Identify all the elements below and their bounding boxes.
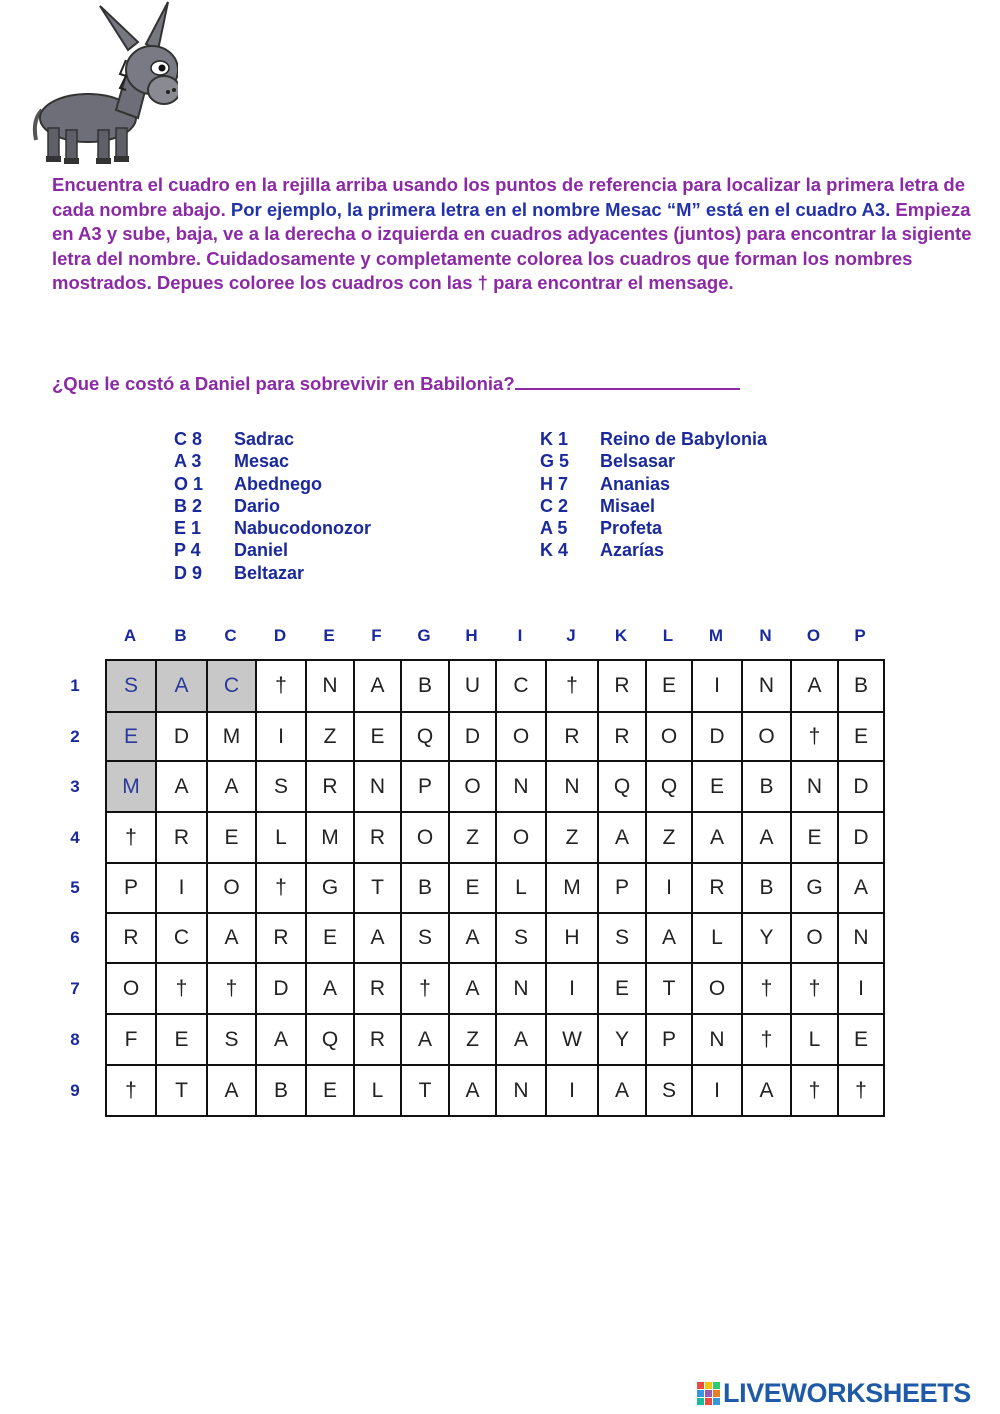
grid-cell[interactable]: R <box>598 712 646 761</box>
brand-name: LIVEWORKSHEETS <box>723 1378 971 1408</box>
grid-cell[interactable]: A <box>156 761 207 812</box>
grid-cell[interactable]: M <box>106 761 156 812</box>
grid-cell[interactable]: A <box>791 660 838 712</box>
grid-cell[interactable]: O <box>646 712 692 761</box>
column-header: C <box>224 626 237 645</box>
grid-cell[interactable]: E <box>838 1014 884 1065</box>
grid-cell[interactable]: E <box>106 712 156 761</box>
clue-row <box>174 517 371 539</box>
grid-cell[interactable]: A <box>207 1065 256 1116</box>
instructions-part3: Empieza en A3 y sube, baja, ve a la derecha o izquierda en cuadros adyacentes (juntos) para encontrar la sigiente letra del nombre. Cuidadosamente y completamente colorea los cuadros que forman los nombres mostrados. Depues coloree los cuadros con las † para encontrar el mensage. <box>52 198 972 293</box>
grid-cell[interactable]: N <box>496 1065 546 1116</box>
clue-list-right <box>540 428 767 562</box>
instructions-part1: Encuentra el cuadro en la rejilla arriba usando los puntos de referencia para localizar la primera letra de cada nombre abajo. <box>52 174 965 220</box>
grid-cell[interactable]: Q <box>401 712 449 761</box>
clue-row <box>174 562 371 584</box>
grid-cell[interactable]: A <box>449 913 496 963</box>
row-header: 6 <box>70 928 80 947</box>
grid-row <box>106 712 884 761</box>
grid-cell[interactable]: I <box>692 660 742 712</box>
column-header: A <box>123 626 137 645</box>
grid-cell[interactable]: E <box>306 913 354 963</box>
clue-name: Profeta <box>600 518 663 539</box>
grid-cell[interactable]: N <box>838 913 884 963</box>
column-header: L <box>662 626 674 645</box>
grid-cell[interactable]: N <box>354 761 401 812</box>
clue-code: O 1 <box>174 473 204 494</box>
grid-cell[interactable]: Z <box>449 1014 496 1065</box>
grid-cell[interactable]: A <box>401 1014 449 1065</box>
column-header: K <box>614 626 628 645</box>
grid-cell[interactable]: I <box>256 712 306 761</box>
column-header: H <box>465 626 478 645</box>
grid-cell[interactable]: B <box>838 660 884 712</box>
grid-cell[interactable]: I <box>546 963 598 1014</box>
grid-cell[interactable]: G <box>791 863 838 913</box>
grid-cell[interactable]: P <box>646 1014 692 1065</box>
grid-cell[interactable]: I <box>838 963 884 1014</box>
grid-cell[interactable]: G <box>306 863 354 913</box>
grid-cell[interactable]: D <box>838 812 884 863</box>
grid-cell[interactable]: T <box>354 863 401 913</box>
grid-cell[interactable]: † <box>791 963 838 1014</box>
grid-cell[interactable]: O <box>401 812 449 863</box>
column-header: N <box>759 626 772 645</box>
grid-cell[interactable]: Z <box>646 812 692 863</box>
grid-cell[interactable]: R <box>354 812 401 863</box>
grid-cell[interactable]: O <box>207 863 256 913</box>
clue-code: K 1 <box>540 429 569 449</box>
column-header: O <box>806 626 821 645</box>
grid-cell[interactable]: O <box>692 963 742 1014</box>
grid-cell[interactable]: O <box>742 712 791 761</box>
clue-list-left <box>174 428 371 584</box>
grid-cell[interactable]: B <box>401 660 449 712</box>
grid-row <box>106 1014 884 1065</box>
grid-cell[interactable]: † <box>207 963 256 1014</box>
column-header: F <box>371 626 382 645</box>
grid-cell[interactable]: E <box>598 963 646 1014</box>
row-header: 2 <box>70 726 80 746</box>
grid-cell[interactable]: D <box>256 963 306 1014</box>
grid-cell[interactable]: S <box>207 1014 256 1065</box>
grid-cell[interactable]: U <box>449 660 496 712</box>
grid-cell[interactable]: R <box>156 812 207 863</box>
grid-cell[interactable]: S <box>106 660 156 712</box>
grid-cell[interactable]: Q <box>646 761 692 812</box>
grid-cell[interactable]: E <box>354 712 401 761</box>
grid-cell[interactable]: P <box>598 863 646 913</box>
grid-cell[interactable]: L <box>354 1065 401 1116</box>
grid-cell[interactable]: Q <box>598 761 646 812</box>
grid-cell[interactable]: † <box>401 963 449 1014</box>
grid-cell[interactable]: R <box>598 660 646 712</box>
grid-cell[interactable]: † <box>791 1065 838 1116</box>
grid-cell[interactable]: O <box>449 761 496 812</box>
clue-name: Daniel <box>234 540 289 561</box>
grid-cell[interactable]: E <box>156 1014 207 1065</box>
clue-row <box>540 539 767 561</box>
row-header: 3 <box>70 776 80 796</box>
grid-cell[interactable]: A <box>742 812 791 863</box>
grid-cell[interactable]: L <box>496 863 546 913</box>
answer-blank[interactable] <box>515 370 740 390</box>
grid-cell[interactable]: Z <box>546 812 598 863</box>
clue-code: H 7 <box>540 473 569 494</box>
clue-row <box>540 517 767 539</box>
column-headers <box>105 624 883 648</box>
grid-cell[interactable]: † <box>156 963 207 1014</box>
row-header: 9 <box>70 1080 80 1100</box>
grid-cell[interactable]: D <box>156 712 207 761</box>
grid-cell[interactable]: N <box>692 1014 742 1065</box>
grid-cell[interactable]: Y <box>598 1014 646 1065</box>
grid-cell[interactable]: † <box>791 712 838 761</box>
grid-cell[interactable]: N <box>546 761 598 812</box>
grid-row <box>106 1065 884 1116</box>
row-header: 5 <box>70 878 80 897</box>
grid-cell[interactable]: B <box>742 761 791 812</box>
instructions-example: Por ejemplo, la primera letra en el nombre Mesac “M” está en el cuadro A3. <box>230 198 891 220</box>
grid-cell[interactable]: P <box>106 863 156 913</box>
clue-name: Mesac <box>234 451 290 472</box>
column-header: M <box>708 626 724 645</box>
clue-name: Azarías <box>600 540 665 561</box>
column-header: D <box>273 626 287 645</box>
grid-cell[interactable]: A <box>742 1065 791 1116</box>
row-header: 7 <box>70 978 80 998</box>
grid-cell[interactable]: N <box>496 761 546 812</box>
grid-cell[interactable]: A <box>692 812 742 863</box>
grid-cell[interactable]: A <box>449 1065 496 1116</box>
grid-cell[interactable]: S <box>401 913 449 963</box>
clue-row <box>174 428 371 450</box>
grid-cell[interactable]: B <box>256 1065 306 1116</box>
grid-cell[interactable]: R <box>546 712 598 761</box>
clue-row <box>540 450 767 472</box>
grid-cell[interactable]: A <box>156 660 207 712</box>
grid-cell[interactable]: D <box>449 712 496 761</box>
clue-name: Dario <box>234 495 281 516</box>
grid-cell[interactable]: A <box>354 913 401 963</box>
grid-row <box>106 660 884 712</box>
grid-cell[interactable]: Z <box>306 712 354 761</box>
grid-cell[interactable]: O <box>791 913 838 963</box>
clue-code: C 8 <box>174 429 203 449</box>
grid-cell[interactable]: † <box>106 812 156 863</box>
grid-cell[interactable]: R <box>256 913 306 963</box>
grid-cell[interactable]: A <box>598 1065 646 1116</box>
clue-row <box>540 495 767 517</box>
column-header: B <box>174 626 187 645</box>
column-header: I <box>517 626 523 645</box>
row-header: 1 <box>70 676 80 695</box>
grid-cell[interactable]: O <box>496 812 546 863</box>
grid-cell[interactable]: † <box>742 963 791 1014</box>
clue-name: Ananias <box>600 473 671 494</box>
clue-code: A 3 <box>174 451 202 472</box>
grid-cell[interactable]: R <box>692 863 742 913</box>
grid-cell[interactable]: N <box>791 761 838 812</box>
grid-cell[interactable]: † <box>838 1065 884 1116</box>
grid-cell[interactable]: A <box>646 913 692 963</box>
grid-cell[interactable]: E <box>646 660 692 712</box>
grid-cell[interactable]: P <box>401 761 449 812</box>
clue-code: G 5 <box>540 451 570 472</box>
grid-cell[interactable]: D <box>838 761 884 812</box>
grid-cell[interactable]: L <box>256 812 306 863</box>
grid-cell[interactable]: D <box>692 712 742 761</box>
grid-cell[interactable]: A <box>598 812 646 863</box>
grid-cell[interactable]: † <box>106 1065 156 1116</box>
clue-row <box>540 428 767 450</box>
grid-cell[interactable]: I <box>156 863 207 913</box>
clue-name: Misael <box>600 495 656 516</box>
grid-cell[interactable]: A <box>496 1014 546 1065</box>
grid-cell[interactable]: Y <box>742 913 791 963</box>
clue-code: A 5 <box>540 518 568 539</box>
grid-row <box>106 812 884 863</box>
grid-cell[interactable]: Q <box>306 1014 354 1065</box>
donkey-illustration <box>28 0 178 168</box>
grid-cell[interactable]: S <box>256 761 306 812</box>
clue-row <box>174 450 371 472</box>
clue-row <box>540 473 767 495</box>
grid-cell[interactable]: E <box>692 761 742 812</box>
grid-cell[interactable]: B <box>742 863 791 913</box>
grid-cell[interactable]: A <box>207 761 256 812</box>
clue-row <box>174 539 371 561</box>
grid-cell[interactable]: H <box>546 913 598 963</box>
grid-cell[interactable]: A <box>354 660 401 712</box>
grid-cell[interactable]: A <box>256 1014 306 1065</box>
column-header: G <box>417 626 431 645</box>
grid-cell[interactable]: I <box>692 1065 742 1116</box>
clue-row <box>174 473 371 495</box>
grid-cell[interactable]: N <box>742 660 791 712</box>
grid-cell[interactable]: Z <box>449 812 496 863</box>
column-header: E <box>323 626 335 645</box>
grid-cell[interactable]: E <box>306 1065 354 1116</box>
grid-cell[interactable]: E <box>449 863 496 913</box>
grid-cell[interactable]: N <box>306 660 354 712</box>
grid-row <box>106 863 884 913</box>
grid-row <box>106 963 884 1014</box>
question <box>52 370 952 395</box>
grid-cell[interactable]: T <box>401 1065 449 1116</box>
column-header: P <box>854 626 866 645</box>
grid-cell[interactable]: E <box>791 812 838 863</box>
grid-cell[interactable]: R <box>354 963 401 1014</box>
grid-cell[interactable]: I <box>546 1065 598 1116</box>
grid-cell[interactable]: R <box>306 761 354 812</box>
grid-cell[interactable]: B <box>401 863 449 913</box>
grid-cell[interactable]: † <box>256 660 306 712</box>
grid-cell[interactable]: L <box>791 1014 838 1065</box>
clue-name: Beltazar <box>234 562 305 583</box>
grid-cell[interactable]: M <box>207 712 256 761</box>
clue-name: Abednego <box>234 473 322 494</box>
clue-code: D 9 <box>174 562 203 583</box>
grid-cell[interactable]: A <box>449 963 496 1014</box>
clue-code: B 2 <box>174 495 203 516</box>
grid-cell[interactable]: C <box>496 660 546 712</box>
clue-name: Reino de Babylonia <box>600 429 768 449</box>
grid-cell[interactable]: A <box>838 863 884 913</box>
clue-name: Belsasar <box>600 451 676 472</box>
grid-cell[interactable]: M <box>546 863 598 913</box>
grid-cell[interactable]: T <box>646 963 692 1014</box>
grid-cell[interactable]: L <box>692 913 742 963</box>
grid-row <box>106 761 884 812</box>
grid-cell[interactable]: O <box>106 963 156 1014</box>
grid-cell[interactable]: C <box>156 913 207 963</box>
grid-row <box>106 913 884 963</box>
clue-code: P 4 <box>174 540 201 561</box>
column-header: J <box>566 626 576 645</box>
grid-cell[interactable]: † <box>256 863 306 913</box>
grid-cell[interactable]: W <box>546 1014 598 1065</box>
grid-cell[interactable]: S <box>646 1065 692 1116</box>
grid-cell[interactable]: † <box>742 1014 791 1065</box>
liveworksheets-brand <box>697 1378 971 1409</box>
grid-cell[interactable]: † <box>546 660 598 712</box>
liveworksheets-logo-icon <box>697 1382 721 1406</box>
row-header: 4 <box>70 827 80 847</box>
word-grid <box>105 659 885 1117</box>
grid-cell[interactable]: T <box>156 1065 207 1116</box>
grid-cell[interactable]: E <box>838 712 884 761</box>
grid-cell[interactable]: I <box>646 863 692 913</box>
instructions <box>52 173 972 296</box>
grid-cell[interactable]: S <box>598 913 646 963</box>
row-headers <box>62 660 88 1116</box>
question-text: ¿Que le costó a Daniel para sobrevivir en Babilonia? <box>52 373 515 394</box>
clue-code: K 4 <box>540 540 569 561</box>
clue-row <box>174 495 371 517</box>
grid-cell[interactable]: R <box>106 913 156 963</box>
grid-cell[interactable]: S <box>496 913 546 963</box>
grid-cell[interactable]: E <box>207 812 256 863</box>
clue-code: E 1 <box>174 518 202 539</box>
grid-cell[interactable]: M <box>306 812 354 863</box>
grid-cell[interactable]: F <box>106 1014 156 1065</box>
grid-cell[interactable]: A <box>207 913 256 963</box>
grid-cell[interactable]: R <box>354 1014 401 1065</box>
grid-cell[interactable]: A <box>306 963 354 1014</box>
grid-cell[interactable]: O <box>496 712 546 761</box>
clue-code: C 2 <box>540 495 569 516</box>
grid-cell[interactable]: C <box>207 660 256 712</box>
row-header: 8 <box>70 1029 80 1049</box>
grid-cell[interactable]: N <box>496 963 546 1014</box>
clue-name: Nabucodonozor <box>234 518 371 539</box>
clue-name: Sadrac <box>234 429 295 449</box>
